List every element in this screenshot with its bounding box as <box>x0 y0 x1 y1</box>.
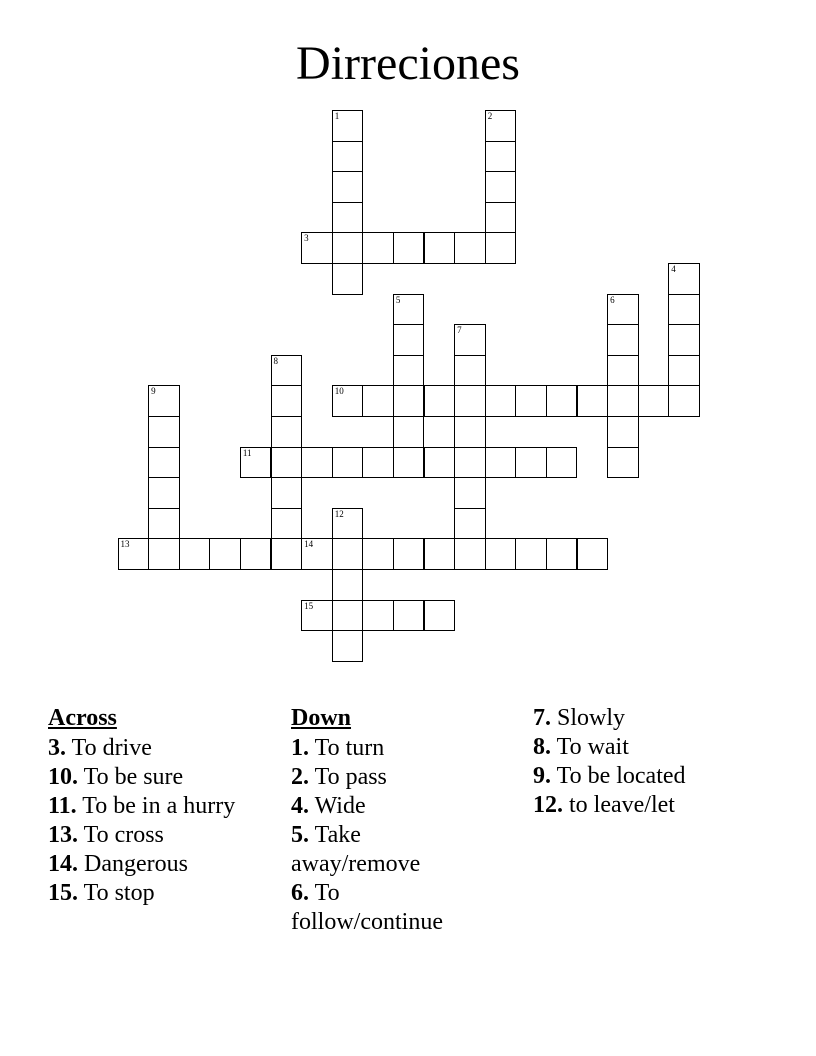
clue-number-label: 1 <box>334 111 340 121</box>
grid-cell[interactable] <box>393 232 425 264</box>
grid-cell[interactable] <box>485 232 517 264</box>
clue-down-1 <box>291 734 521 763</box>
grid-cell[interactable] <box>546 538 578 570</box>
across-clues <box>48 704 278 908</box>
clue-down-9 <box>533 762 773 791</box>
grid-cell[interactable] <box>393 355 425 387</box>
clue-down-4 <box>291 792 521 821</box>
grid-cell[interactable] <box>485 171 517 203</box>
clue-number-label: 13 <box>120 539 130 550</box>
clue-number-label: 7 <box>457 325 462 336</box>
grid-cell[interactable] <box>301 600 333 632</box>
grid-cell[interactable] <box>515 447 547 479</box>
grid-cell[interactable] <box>546 447 578 479</box>
across-heading: Across <box>48 705 117 731</box>
grid-cell[interactable] <box>454 447 486 479</box>
clue-text: To be in a hurry <box>82 793 236 819</box>
grid-cell[interactable] <box>393 416 425 448</box>
clue-number-label: 8 <box>273 355 278 366</box>
grid-cell[interactable] <box>607 385 639 417</box>
grid-cell[interactable] <box>209 538 241 570</box>
grid-cell[interactable] <box>393 385 425 417</box>
grid-cell[interactable] <box>332 385 364 417</box>
grid-cell[interactable] <box>668 263 700 295</box>
clue-text: To be sure <box>83 764 184 790</box>
grid-cell[interactable] <box>515 538 547 570</box>
grid-cell[interactable] <box>393 447 425 479</box>
grid-cell[interactable] <box>271 447 303 479</box>
clue-text: To drive <box>71 735 152 761</box>
clue-across-15 <box>48 879 278 908</box>
grid-cell[interactable] <box>485 141 517 173</box>
grid-cell[interactable] <box>454 385 486 417</box>
clue-number: 10. <box>48 764 78 790</box>
clue-number: 9. <box>533 763 551 789</box>
grid-cell[interactable] <box>148 447 180 479</box>
grid-cell[interactable] <box>332 569 364 601</box>
grid-cell[interactable] <box>668 355 700 387</box>
grid-cell[interactable] <box>332 447 364 479</box>
grid-cell[interactable] <box>240 447 272 479</box>
down-clues <box>291 704 521 937</box>
grid-cell[interactable] <box>424 447 456 479</box>
down-heading: Down <box>291 705 352 731</box>
clue-across-3 <box>48 734 278 763</box>
grid-cell[interactable] <box>607 294 639 326</box>
clue-down-5 <box>291 821 481 879</box>
clue-across-10 <box>48 763 278 792</box>
grid-cell[interactable] <box>577 385 609 417</box>
grid-cell[interactable] <box>362 600 394 632</box>
clue-text: Take away/remove <box>291 822 421 877</box>
grid-cell[interactable] <box>301 538 333 570</box>
grid-cell[interactable] <box>454 538 486 570</box>
grid-cell[interactable] <box>454 355 486 387</box>
grid-cell[interactable] <box>454 508 486 540</box>
grid-cell[interactable] <box>454 477 486 509</box>
clue-down-8 <box>533 733 773 762</box>
clue-number-label: 9 <box>151 386 156 397</box>
clue-across-13 <box>48 821 278 850</box>
grid-cell[interactable] <box>332 508 364 540</box>
clue-number: 7. <box>533 705 551 731</box>
clue-text: Dangerous <box>84 851 188 877</box>
grid-cell[interactable] <box>485 110 517 142</box>
grid-cell[interactable] <box>607 447 639 479</box>
grid-cell[interactable] <box>240 538 272 570</box>
grid-cell[interactable] <box>148 538 180 570</box>
clue-number-label: 2 <box>487 111 493 121</box>
grid-cell[interactable] <box>393 294 425 326</box>
grid-cell[interactable] <box>393 324 425 356</box>
grid-cell[interactable] <box>607 324 639 356</box>
clue-down-12 <box>533 791 773 820</box>
grid-cell[interactable] <box>515 385 547 417</box>
grid-cell[interactable] <box>332 538 364 570</box>
grid-cell[interactable] <box>362 232 394 264</box>
grid-cell[interactable] <box>607 355 639 387</box>
grid-cell[interactable] <box>301 232 333 264</box>
grid-cell[interactable] <box>546 385 578 417</box>
clue-number: 13. <box>48 822 78 848</box>
clue-down-2 <box>291 763 521 792</box>
grid-cell[interactable] <box>148 477 180 509</box>
grid-cell[interactable] <box>148 385 180 417</box>
clue-number-label: 11 <box>242 447 252 458</box>
grid-cell[interactable] <box>271 508 303 540</box>
grid-cell[interactable] <box>607 416 639 448</box>
grid-cell[interactable] <box>668 294 700 326</box>
grid-cell[interactable] <box>485 202 517 234</box>
clue-number-label: 5 <box>395 294 401 305</box>
grid-cell[interactable] <box>148 508 180 540</box>
clue-text: To cross <box>83 822 164 848</box>
grid-cell[interactable] <box>332 171 364 203</box>
puzzle-title: Dirreciones <box>296 37 520 90</box>
grid-cell[interactable] <box>271 355 303 387</box>
down-clues-continued <box>533 704 773 820</box>
grid-cell[interactable] <box>179 538 211 570</box>
clue-number: 12. <box>533 792 563 818</box>
clue-text: To wait <box>556 734 629 760</box>
clue-text: To turn <box>314 735 385 761</box>
grid-cell[interactable] <box>424 600 456 632</box>
grid-cell[interactable] <box>424 385 456 417</box>
grid-cell[interactable] <box>577 538 609 570</box>
grid-cell[interactable] <box>668 324 700 356</box>
clue-down-6 <box>291 879 481 937</box>
clue-number: 6. <box>291 880 309 906</box>
grid-cell[interactable] <box>332 600 364 632</box>
grid-cell[interactable] <box>393 538 425 570</box>
clue-number: 14. <box>48 851 78 877</box>
grid-cell[interactable] <box>332 630 364 662</box>
clue-text: Slowly <box>557 705 626 731</box>
clue-number-label: 14 <box>304 539 314 550</box>
clue-number-label: 3 <box>304 233 309 244</box>
clue-down-7 <box>533 704 773 733</box>
grid-cell[interactable] <box>485 447 517 479</box>
grid-cell[interactable] <box>332 232 364 264</box>
clue-number: 1. <box>291 735 309 761</box>
clue-across-14 <box>48 850 278 879</box>
grid-cell[interactable] <box>454 232 486 264</box>
grid-cell[interactable] <box>118 538 150 570</box>
grid-cell[interactable] <box>332 141 364 173</box>
clue-across-11 <box>48 792 278 821</box>
clue-text: To follow/continue <box>291 880 443 935</box>
clue-number-label: 12 <box>334 508 344 519</box>
clue-number: 2. <box>291 764 309 790</box>
grid-cell[interactable] <box>332 263 364 295</box>
grid-cell[interactable] <box>362 447 394 479</box>
grid-cell[interactable] <box>485 385 517 417</box>
clue-number-label: 6 <box>610 294 615 305</box>
grid-cell[interactable] <box>485 538 517 570</box>
clue-number: 8. <box>533 734 551 760</box>
grid-cell[interactable] <box>301 447 333 479</box>
clue-text: To stop <box>83 880 155 906</box>
grid-cell[interactable] <box>332 110 364 142</box>
grid-cell[interactable] <box>271 538 303 570</box>
clue-text: To pass <box>314 764 387 790</box>
clue-text: Wide <box>314 793 366 819</box>
grid-cell[interactable] <box>271 416 303 448</box>
clue-number-label: 4 <box>671 264 676 274</box>
clue-number-label: 15 <box>304 600 314 611</box>
clue-number: 15. <box>48 880 78 906</box>
clue-number-label: 10 <box>334 386 344 397</box>
clue-text: to leave/let <box>569 792 675 818</box>
grid-cell[interactable] <box>393 600 425 632</box>
grid-cell[interactable] <box>362 538 394 570</box>
grid-cell[interactable] <box>638 385 670 417</box>
clue-number: 11. <box>48 793 77 819</box>
grid-cell[interactable] <box>362 385 394 417</box>
clue-text: To be located <box>556 763 686 789</box>
grid-cell[interactable] <box>454 324 486 356</box>
clue-number: 3. <box>48 735 66 761</box>
clue-number: 4. <box>291 793 309 819</box>
grid-cell[interactable] <box>424 232 456 264</box>
grid-cell[interactable] <box>424 538 456 570</box>
grid-cell[interactable] <box>148 416 180 448</box>
clue-number: 5. <box>291 822 309 848</box>
grid-cell[interactable] <box>271 477 303 509</box>
grid-cell[interactable] <box>332 202 364 234</box>
grid-cell[interactable] <box>668 385 700 417</box>
grid-cell[interactable] <box>454 416 486 448</box>
grid-cell[interactable] <box>271 385 303 417</box>
